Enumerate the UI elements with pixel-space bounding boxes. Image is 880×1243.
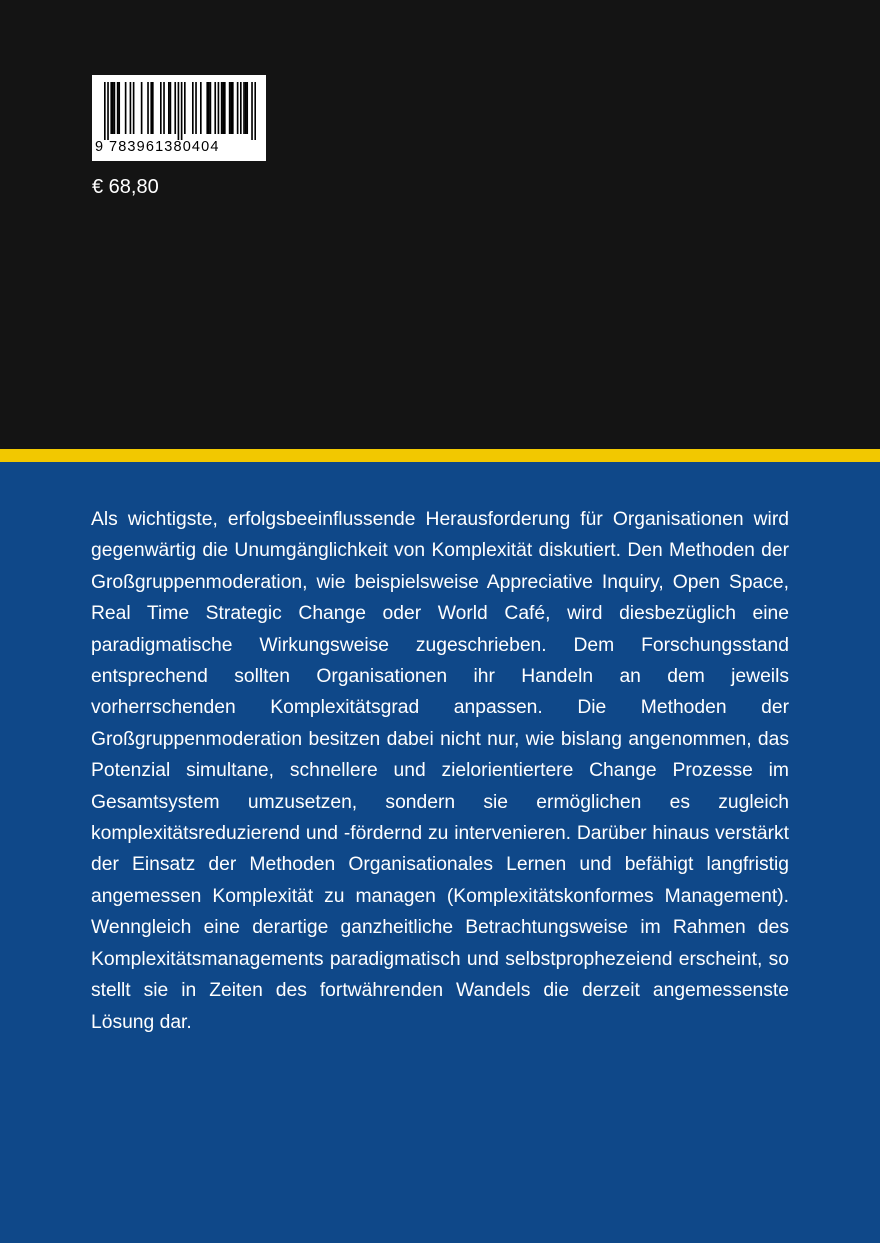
barcode-bar [243, 82, 245, 134]
barcode-bar [178, 82, 180, 140]
barcode-bar [181, 82, 183, 140]
back-cover-blurb: Als wichtigste, erfolgsbeeinflussende Herausforderung für Organisationen wird gegenwärtig die Unumgänglichkeit von Komplexität diskutiert. Den Methoden der Großgruppenmoderation, wie beispielsweise Appreciative Inquiry, Open Space, Real Time Strategic Change oder World Café, wird diesbezüglich eine paradigmatische Wirkungsweise zugeschrieben. Dem Forschungsstand entsprechend sollten Organisationen ihr Handeln an dem jeweils vorherrschenden Komplexitätsgrad anpassen. Die Methoden der Großgruppenmoderation besitzen dabei nicht nur, wie bislang angenommen, das Potenzial simultane, schnellere und zielorientiertere Change Prozesse im Gesamtsystem umzusetzen, sondern sie ermöglichen es zugleich komplexitätsreduzierend und -fördernd zu intervenieren. Darüber hinaus verstärkt der Einsatz der Methoden Organisationales Lernen und befähigt langfristig angemessen Komplexität zu managen (Komplexitätskonformes Management). Wenngleich eine derartige ganzheitliche Betrachtungsweise im Rahmen des Komplexitätsmanagements paradigmatisch und selbstprophezeiend erscheint, so stellt sie in Zeiten des fortwährenden Wandels die derzeit angemessenste Lösung dar. [91, 509, 789, 1033]
isbn-barcode [92, 75, 266, 161]
barcode-bar [117, 82, 119, 134]
barcode-bar [222, 82, 224, 134]
top-panel [0, 0, 880, 449]
barcode-bar [192, 82, 194, 134]
barcode-bar [221, 82, 223, 134]
barcode-bar [110, 82, 112, 134]
barcode-bar [147, 82, 149, 134]
barcode-bar [230, 82, 232, 134]
barcode-bar [152, 82, 154, 134]
barcode-bar [130, 82, 132, 134]
barcode-bar [114, 82, 116, 134]
barcode-bar [195, 82, 197, 134]
barcode-bar [163, 82, 165, 134]
accent-stripe [0, 449, 880, 462]
barcode-bar [246, 82, 248, 134]
barcode-digits [92, 137, 266, 157]
barcode-bar [104, 82, 106, 140]
barcode-bars [104, 82, 256, 140]
barcode-bar [214, 82, 216, 134]
barcode-bar [125, 82, 127, 134]
barcode-bar [237, 82, 239, 134]
barcode-bar [224, 82, 226, 134]
barcode-bar [206, 82, 208, 134]
barcode-bar [174, 82, 176, 134]
barcode-bar [200, 82, 202, 134]
barcode-bar [251, 82, 253, 140]
barcode-bar [112, 82, 114, 134]
barcode-bar [133, 82, 135, 134]
barcode-lead-digit: 9 [95, 139, 105, 155]
barcode-bar [208, 82, 210, 134]
barcode-bar [245, 82, 247, 134]
barcode-bar [218, 82, 220, 134]
price: € 68,80 [92, 176, 159, 198]
barcode-bar [107, 82, 109, 140]
barcode-number: 783961380404 [109, 139, 220, 155]
barcode-bar [254, 82, 256, 140]
barcode-bar [168, 82, 170, 134]
barcode-bar [229, 82, 231, 134]
barcode-bar [240, 82, 242, 134]
barcode-bar [184, 82, 186, 134]
barcode-bar [150, 82, 152, 134]
barcode-bar [170, 82, 172, 134]
barcode-bar [232, 82, 234, 134]
barcode-bar [118, 82, 120, 134]
barcode-bar [160, 82, 162, 134]
barcode-bar [210, 82, 212, 134]
barcode-bar [141, 82, 143, 134]
